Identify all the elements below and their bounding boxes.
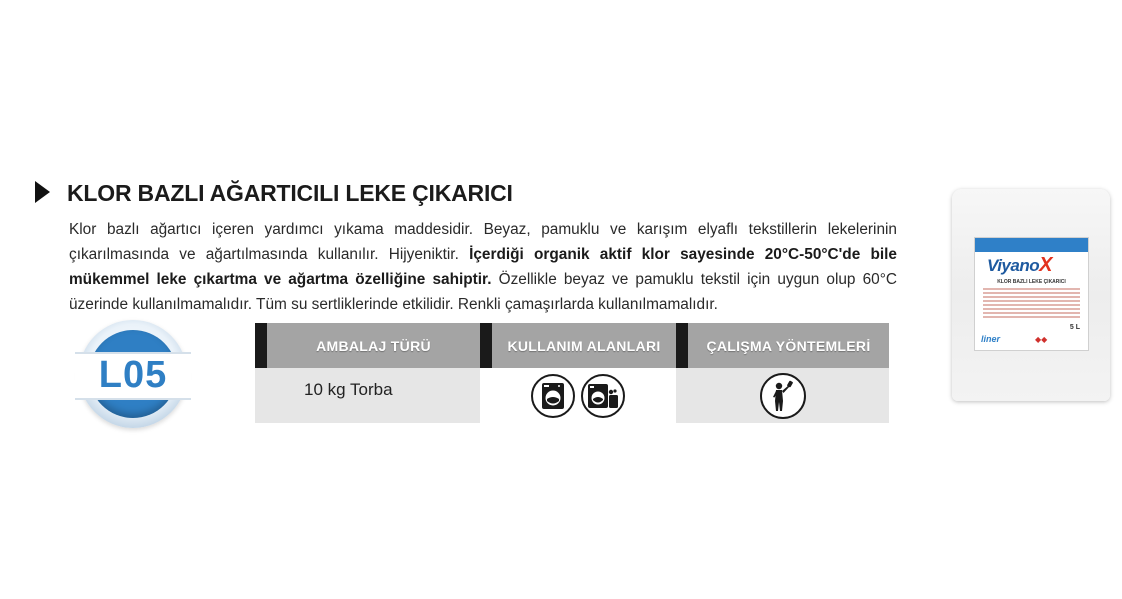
bag-maker: liner [981,334,1001,344]
hazard-icon: ◆◆ [1035,335,1048,344]
product-title: KLOR BAZLI AĞARTICILI LEKE ÇIKARICI [67,180,513,206]
description-part-1: Klor bazlı ağartıcı içeren yardımcı yıkama maddesidir. Beyaz, pamuklu ve karışım elyaflı tekstillerin lekelerinin çıkarılmasında ve ağartılmasında kullanılır. Hijyeniktir. [69,221,897,263]
washing-machine-icon [531,374,575,418]
header-method: ÇALIŞMA YÖNTEMLERİ [676,323,889,368]
bag-subtitle: KLOR BAZLI LEKE ÇIKARICI [997,279,1066,285]
bag-brand: ViyanoX [987,254,1052,276]
product-code-badge [79,320,187,428]
description-bold: İçerdiği organik aktif klor sayesinde 20°C-50°C'de bile mükemmel leke çıkartma ve ağartma özelliğine sahiptir. [69,246,897,288]
title-arrow-icon [35,181,50,203]
bag-volume: 5 L [1069,324,1080,331]
product-code: L05 [98,354,168,396]
bag-label [974,237,1089,351]
description-part-2: Özellikle beyaz ve pamuklu tekstil için uygun olup 60°C üzerinde kullanılmamalıdır. Tüm su sertliklerinde etkilidir. Renkli çamaşırlarda kullanılmamalıdır. [69,271,897,313]
cell-packaging [255,368,480,423]
header-usage: KULLANIM ALANLARI [480,323,676,368]
manual-application-person-icon [760,373,806,419]
cell-method [676,368,889,423]
washing-machine-with-detergent-icon [581,374,625,418]
header-packaging: AMBALAJ TÜRÜ [255,323,480,368]
product-description [69,217,897,317]
cell-usage [480,368,676,423]
product-bag-image [952,189,1110,401]
packaging-value: 10 kg Torba [304,379,393,399]
